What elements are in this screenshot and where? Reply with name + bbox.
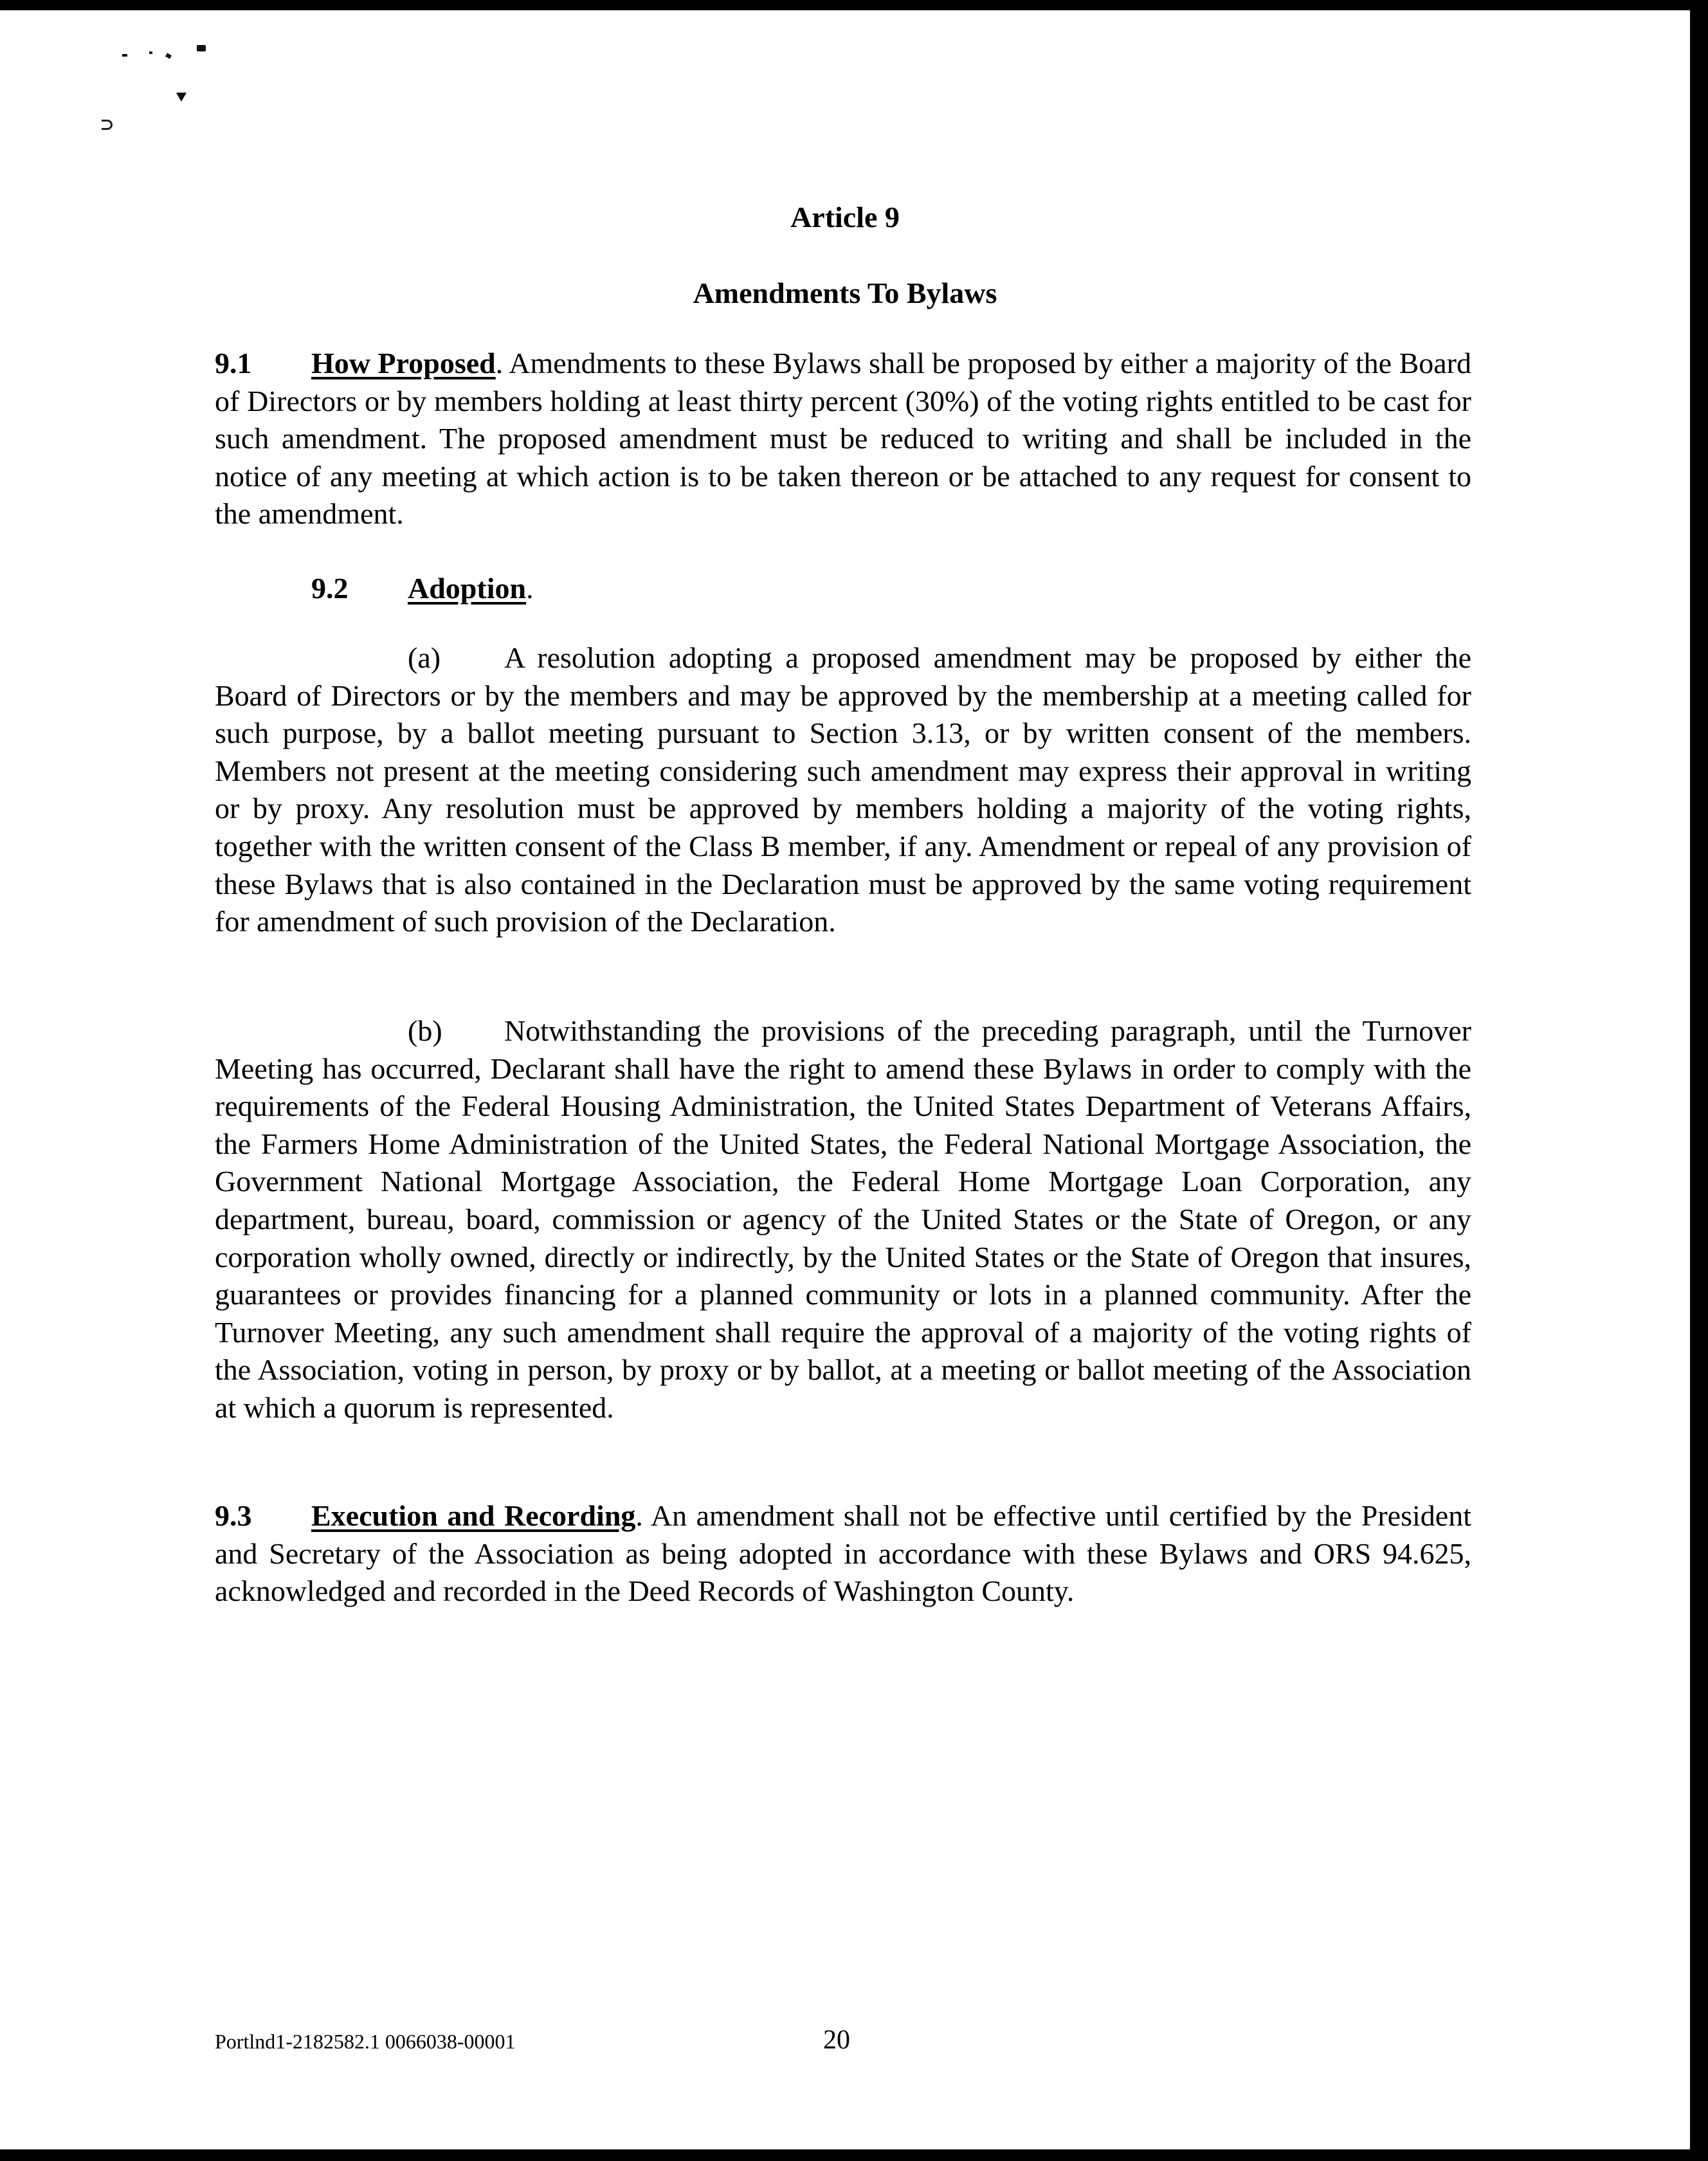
page-number: 20 [823, 2025, 850, 2055]
document-page [0, 10, 1690, 2149]
document-id: Portlnd1-2182582.1 0066038-00001 [215, 2030, 516, 2053]
section-title-suffix: . [526, 572, 534, 605]
section-number: 9.2 [311, 572, 349, 605]
subsection-body: A resolution adopting a proposed amendment may be proposed by either the Board of Directors or by the members and may be approved by the membership at a meeting called for such purpose, by a ballot meeting pursuant to Section 3.13, or by written consent of the members. Members not present at the meeting considering such amendment may express their approval in writing or by proxy. Any resolution must be approved by members holding a majority of the voting rights, together with the written consent of the Class B member, if any. Amendment or repeal of any provision of these Bylaws that is also contained in the Declaration must be approved by the same voting requirement for amendment of such provision of the Declaration. [215, 641, 1471, 938]
article-title: Amendments To Bylaws [693, 277, 997, 309]
section-9-2-b [215, 1012, 1471, 1427]
scan-speck [197, 45, 206, 51]
subsection-label: (b) [408, 1014, 442, 1047]
scan-speck [102, 120, 113, 130]
section-9-2-heading [215, 570, 534, 607]
subsection-body: Notwithstanding the provisions of the preceding paragraph, until the Turnover Meeting has occurred, Declarant shall have the right to amend these Bylaws in order to comply with the requirements of the Federal Housing Administration, the United States Department of Veterans Affairs, the Farmers Home Administration of the United States, the Federal National Mortgage Association, the Government National Mortgage Association, the Federal Home Mortgage Loan Corporation, any department, bureau, board, commission or agency of the United States or the State of Oregon, or any corporation wholly owned, directly or indirectly, by the United States or the State of Oregon that insures, guarantees or provides financing for a planned community or lots in a planned community. After the Turnover Meeting, any such amendment shall require the approval of a majority of the voting rights of the Association, voting in person, by proxy or by ballot, at a meeting or ballot meeting of the Association at which a quorum is represented. [215, 1014, 1471, 1424]
section-body: . Amendments to these Bylaws shall be proposed by either a majority of the Board of Directors or by members holding at least thirty percent (30%) of the voting rights entitled to be cast for such amendment. The proposed amendment must be reduced to writing and shall be included in the notice of any meeting at which action is to be taken thereon or be attached to any request for consent to the amendment. [215, 347, 1472, 531]
scan-speck [149, 51, 152, 54]
subsection-label: (a) [408, 641, 441, 674]
section-number: 9.1 [215, 347, 252, 379]
section-body: . An amendment shall not be effective until certified by the President and Secretary of the Association as being adopted in accordance with these Bylaws and ORS 94.625, acknowledged and recorded in the Deed Records of Washington County. [215, 1499, 1471, 1608]
section-9-3 [215, 1497, 1471, 1610]
scan-speck [165, 53, 172, 59]
section-title: Adoption [408, 572, 527, 605]
section-title: Execution and Recording [311, 1499, 636, 1532]
section-number: 9.3 [215, 1499, 252, 1532]
section-9-1 [215, 345, 1471, 533]
section-title: How Proposed [311, 347, 496, 379]
scan-speck [122, 54, 127, 57]
section-9-2-a [215, 639, 1471, 941]
scan-speck [176, 93, 186, 102]
article-number: Article 9 [790, 201, 900, 233]
